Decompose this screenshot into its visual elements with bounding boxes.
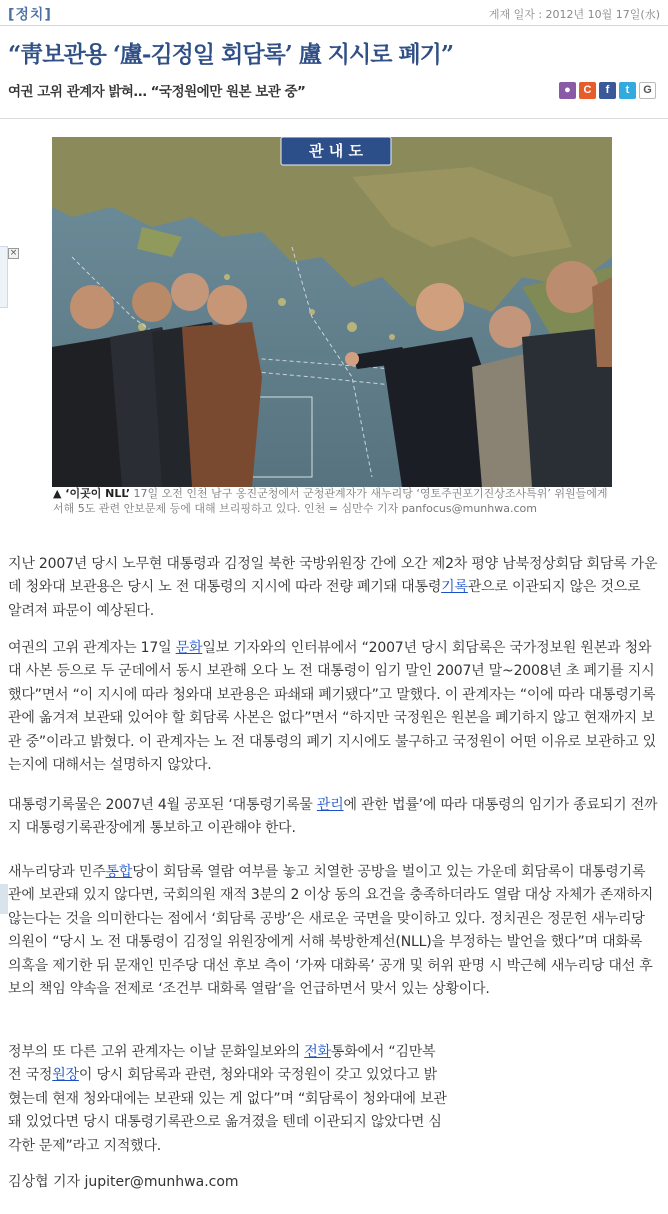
article-paragraph	[8, 794, 658, 841]
briefing-photo-illustration	[52, 137, 612, 487]
caption-lead: ▲ ‘이곳이 NLL’	[53, 487, 131, 500]
keyword-link-integration[interactable]: 통합	[105, 864, 133, 880]
article-paragraph	[8, 553, 658, 623]
me2day-icon[interactable]: ●	[559, 82, 576, 99]
facebook-icon[interactable]: f	[599, 82, 616, 99]
section-label[interactable]: [정치]	[8, 7, 52, 23]
side-banner[interactable]	[0, 246, 8, 308]
keyword-link-archive[interactable]: 기록	[441, 579, 468, 596]
header-divider	[0, 118, 668, 119]
google-icon[interactable]: G	[639, 82, 656, 99]
close-icon[interactable]: ×	[9, 248, 18, 258]
paragraph-text: 관으로 이관되지 않은 것으로 알려져 파문이 예상된다.	[8, 579, 641, 619]
map-sign-text: 관 내 도	[309, 142, 363, 160]
article-photo	[52, 137, 612, 487]
paragraph-text: 당이 회담록 열람 여부를 놓고 치열한 공방을 벌이고 있는 가운데 회담록이 대통령기록관에 보관돼 있지 않다면, 국회의원 재적 3분의 2 이상 동의 요건을 충족하더라도 열람 대상 자체가 존재하지 않는다는 것을 의미한다는 점에서 ‘회담록 공방’은 새로운 국면을 맞이하고 있다. 정치권은 정문헌 새누리당 의원이 “당시 노 전 대통령이 김정일 위원장에게 서해 북방한계선(NLL)을 부정하는 발언을 했다”며 대화록 의혹을 제기한 뒤 문재인 민주당 대선 후보 측이 ‘가짜 대화록’ 공개 및 허위 판명 시 박근혜 새누리당 대선 후보의 책임 약속을 전제로 ‘조건부 대화록 열람’을 언급하면서 맞서 있는 상황이다.	[8, 864, 654, 998]
keyword-link-director[interactable]: 원장	[52, 1067, 79, 1084]
paragraph-text: 에 관한 법률’에 따라 대통령의 임기가 종료되기 전까지 대통령기록관장에게 통보하고 이관해야 한다.	[8, 797, 658, 837]
article-headline: “靑보관용 ‘盧-김정일 회담록’ 盧 지시로 폐기”	[8, 41, 454, 68]
paragraph-text: 여권의 고위 관계자는 17일	[8, 640, 176, 656]
paragraph-text: 일보 기자와의 인터뷰에서 “2007년 당시 회담록은 국가정보원 원본과 청와대 사본 등으로 두 군데에서 동시 보관해 오다 노 전 대통령이 임기 말인 2007년 말~2008년 초 폐기를 지시했다”면서 “이 지시에 따라 청와대 보관용은 파쇄돼 폐기됐다”고 말했다. 이 관계자는 “이에 따라 대통령기록관에 옮겨져 보관돼 있어야 할 회담록 사본은 없다”면서 “하지만 국정원은 원본을 폐기하지 않고 현재까지 보관 중”이라고 밝혔다. 이 관계자는 노 전 대통령의 폐기 지시에도 불구하고 국정원이 어떤 이유로 보관하고 있는지에 대해서는 설명하지 않았다.	[8, 640, 656, 774]
article-paragraph	[8, 637, 658, 777]
caption-text: 17일 오전 인천 남구 옹진군청에서 군청관계자가 새누리당 ‘영토주권포기진상조사특위’ 위원들에게 서해 5도 관련 안보문제 등에 대해 브리핑하고 있다. 인천 = 심만수 기자 panfocus@munhwa.com	[53, 487, 608, 515]
paragraph-text: 이 당시 회담록과 관련, 청와대와 국정원이 갖고 있었다고 밝혔는데 현재 청와대에는 보관돼 있는 게 없다”며 “회담록이 청와대에 보관돼 있었다면 당시 대통령기록관으로 옮겨졌을 텐데 이관되지 않았다면 심각한 문제”라고 지적했다.	[8, 1067, 447, 1154]
reporter-byline: 김상협 기자 jupiter@munhwa.com	[8, 1174, 239, 1190]
side-scroll-marker	[0, 884, 8, 914]
paragraph-text: 새누리당과 민주	[8, 864, 106, 880]
share-bar	[559, 82, 656, 99]
publish-date: 게재 일자 : 2012년 10월 17일(水)	[488, 8, 660, 21]
photo-caption	[53, 487, 613, 516]
paragraph-text: 정부의 또 다른 고위 관계자는 이날 문화일보와의	[8, 1044, 305, 1060]
paragraph-text: 통화에서 “김만복 전 국정	[8, 1044, 436, 1084]
paragraph-text: 지난 2007년 당시 노무현 대통령과 김정일 북한 국방위원장 간에 오간 제2차 평양 남북정상회담 회담록 가운데 청와대 보관용은 당시 노 전 대통령의 지시에 따라 전량 폐기돼 대통령	[8, 556, 658, 596]
article-paragraph	[8, 1041, 448, 1158]
article-subheadline: 여권 고위 관계자 밝혀… “국정원에만 원본 보관 중”	[8, 84, 306, 100]
keyword-link-phone[interactable]: 전화	[304, 1044, 331, 1060]
keyword-link-management[interactable]: 관리	[316, 797, 344, 813]
keyword-link-munhwa[interactable]: 문화	[175, 640, 203, 656]
twitter-icon[interactable]: t	[619, 82, 636, 99]
article-topbar	[0, 0, 668, 26]
cyworld-icon[interactable]: C	[579, 82, 596, 99]
article-paragraph	[8, 861, 658, 1001]
paragraph-text: 대통령기록물은 2007년 4월 공포된 ‘대통령기록물	[8, 797, 317, 813]
